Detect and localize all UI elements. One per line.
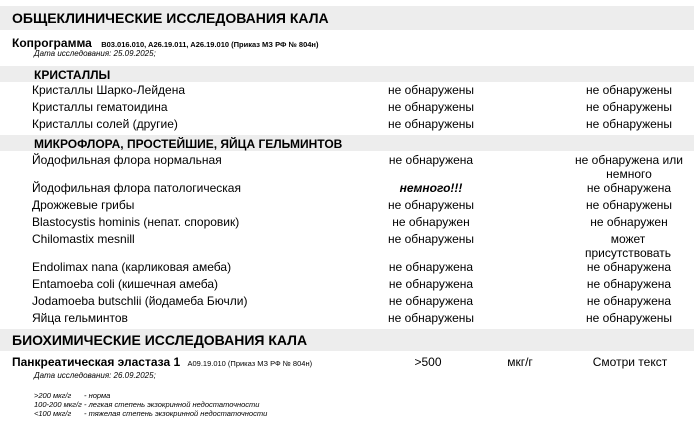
row-result: не обнаружены <box>387 100 475 114</box>
test-name: Панкреатическая эластаза 1 <box>12 355 181 369</box>
row-result: не обнаружены <box>387 117 475 131</box>
row-reference: не обнаружены <box>585 83 673 97</box>
row-name: Blastocystis hominis (непат. споровик) <box>32 215 240 229</box>
row-reference: может присутствовать <box>584 232 672 260</box>
row-result: не обнаружена <box>388 294 474 308</box>
row-result: не обнаружен <box>392 215 470 229</box>
row-result-abnormal: немного!!! <box>399 181 463 195</box>
row-result: >500 <box>414 355 442 369</box>
subheader-crystals-title: КРИСТАЛЛЫ <box>34 68 111 82</box>
note-text: - тяжелая степень экзокринной недостаточности <box>84 409 268 418</box>
note-text: - норма <box>84 391 111 400</box>
row-name: Chilomastix mesnill <box>32 232 135 246</box>
row-name: Яйца гельминтов <box>32 311 128 325</box>
row-name: Entamoeba coli (кишечная амеба) <box>32 277 219 291</box>
row-reference: не обнаружены <box>585 311 673 325</box>
row-result: не обнаружены <box>387 83 475 97</box>
test-codes: A09.19.010 (Приказ МЗ РФ № 804н) <box>187 359 313 368</box>
reference-note <box>34 391 110 400</box>
row-name: Кристаллы гематоидина <box>32 100 168 114</box>
row-reference: не обнаружены <box>585 117 673 131</box>
row-result: не обнаружена <box>388 277 474 291</box>
section-title-biochem: БИОХИМИЧЕСКИЕ ИССЛЕДОВАНИЯ КАЛА <box>12 332 308 348</box>
row-name: Кристаллы солей (другие) <box>32 117 178 131</box>
row-reference: не обнаружена <box>586 294 672 308</box>
row-reference: не обнаружена <box>586 181 672 195</box>
note-range: >200 мкг/г <box>34 391 72 400</box>
row-result: не обнаружена <box>388 260 474 274</box>
row-reference: не обнаружена <box>586 260 672 274</box>
row-result: не обнаружены <box>387 311 475 325</box>
subheader-microflora-title: МИКРОФЛОРА, ПРОСТЕЙШИЕ, ЯЙЦА ГЕЛЬМИНТОВ <box>34 137 343 151</box>
test-name: Копрограмма <box>12 36 92 50</box>
test-date: Дата исследования: 25.09.2025; <box>34 49 156 58</box>
test-heading-elastase <box>12 355 312 371</box>
row-name: Endolimax nana (карликовая амеба) <box>32 260 232 274</box>
reference-note <box>34 400 259 409</box>
row-result: не обнаружены <box>387 198 475 212</box>
row-reference: не обнаружена <box>586 277 672 291</box>
row-name: Дрожжевые грибы <box>32 198 135 212</box>
row-reference: не обнаружены <box>585 198 673 212</box>
row-result: не обнаружены <box>387 232 475 246</box>
row-name: Йодофильная флора патологическая <box>32 181 241 195</box>
row-unit: мкг/г <box>507 355 533 369</box>
row-name: Кристаллы Шарко-Лейдена <box>32 83 185 97</box>
reference-note <box>34 409 267 418</box>
note-range: 100-200 мкг/г <box>34 400 82 409</box>
row-reference: не обнаружены <box>585 100 673 114</box>
note-range: <100 мкг/г <box>34 409 72 418</box>
row-name: Йодофильная флора нормальная <box>32 153 222 167</box>
test-date: Дата исследования: 26.09.2025; <box>34 371 156 380</box>
row-reference: не обнаружена или немного <box>575 153 683 181</box>
row-reference: Смотри текст <box>592 355 668 369</box>
section-title-general: ОБЩЕКЛИНИЧЕСКИЕ ИССЛЕДОВАНИЯ КАЛА <box>12 10 329 26</box>
row-reference: не обнаружен <box>590 215 668 229</box>
row-result: не обнаружена <box>388 153 474 167</box>
test-codes: B03.016.010, A26.19.011, A26.19.010 (Приказ МЗ РФ № 804н) <box>101 40 319 49</box>
row-name: Jodamoeba butschlii (йодамеба Бючли) <box>32 294 248 308</box>
note-text: - легкая степень экзокринной недостаточности <box>84 400 260 409</box>
test-heading-coprogram <box>12 36 318 50</box>
